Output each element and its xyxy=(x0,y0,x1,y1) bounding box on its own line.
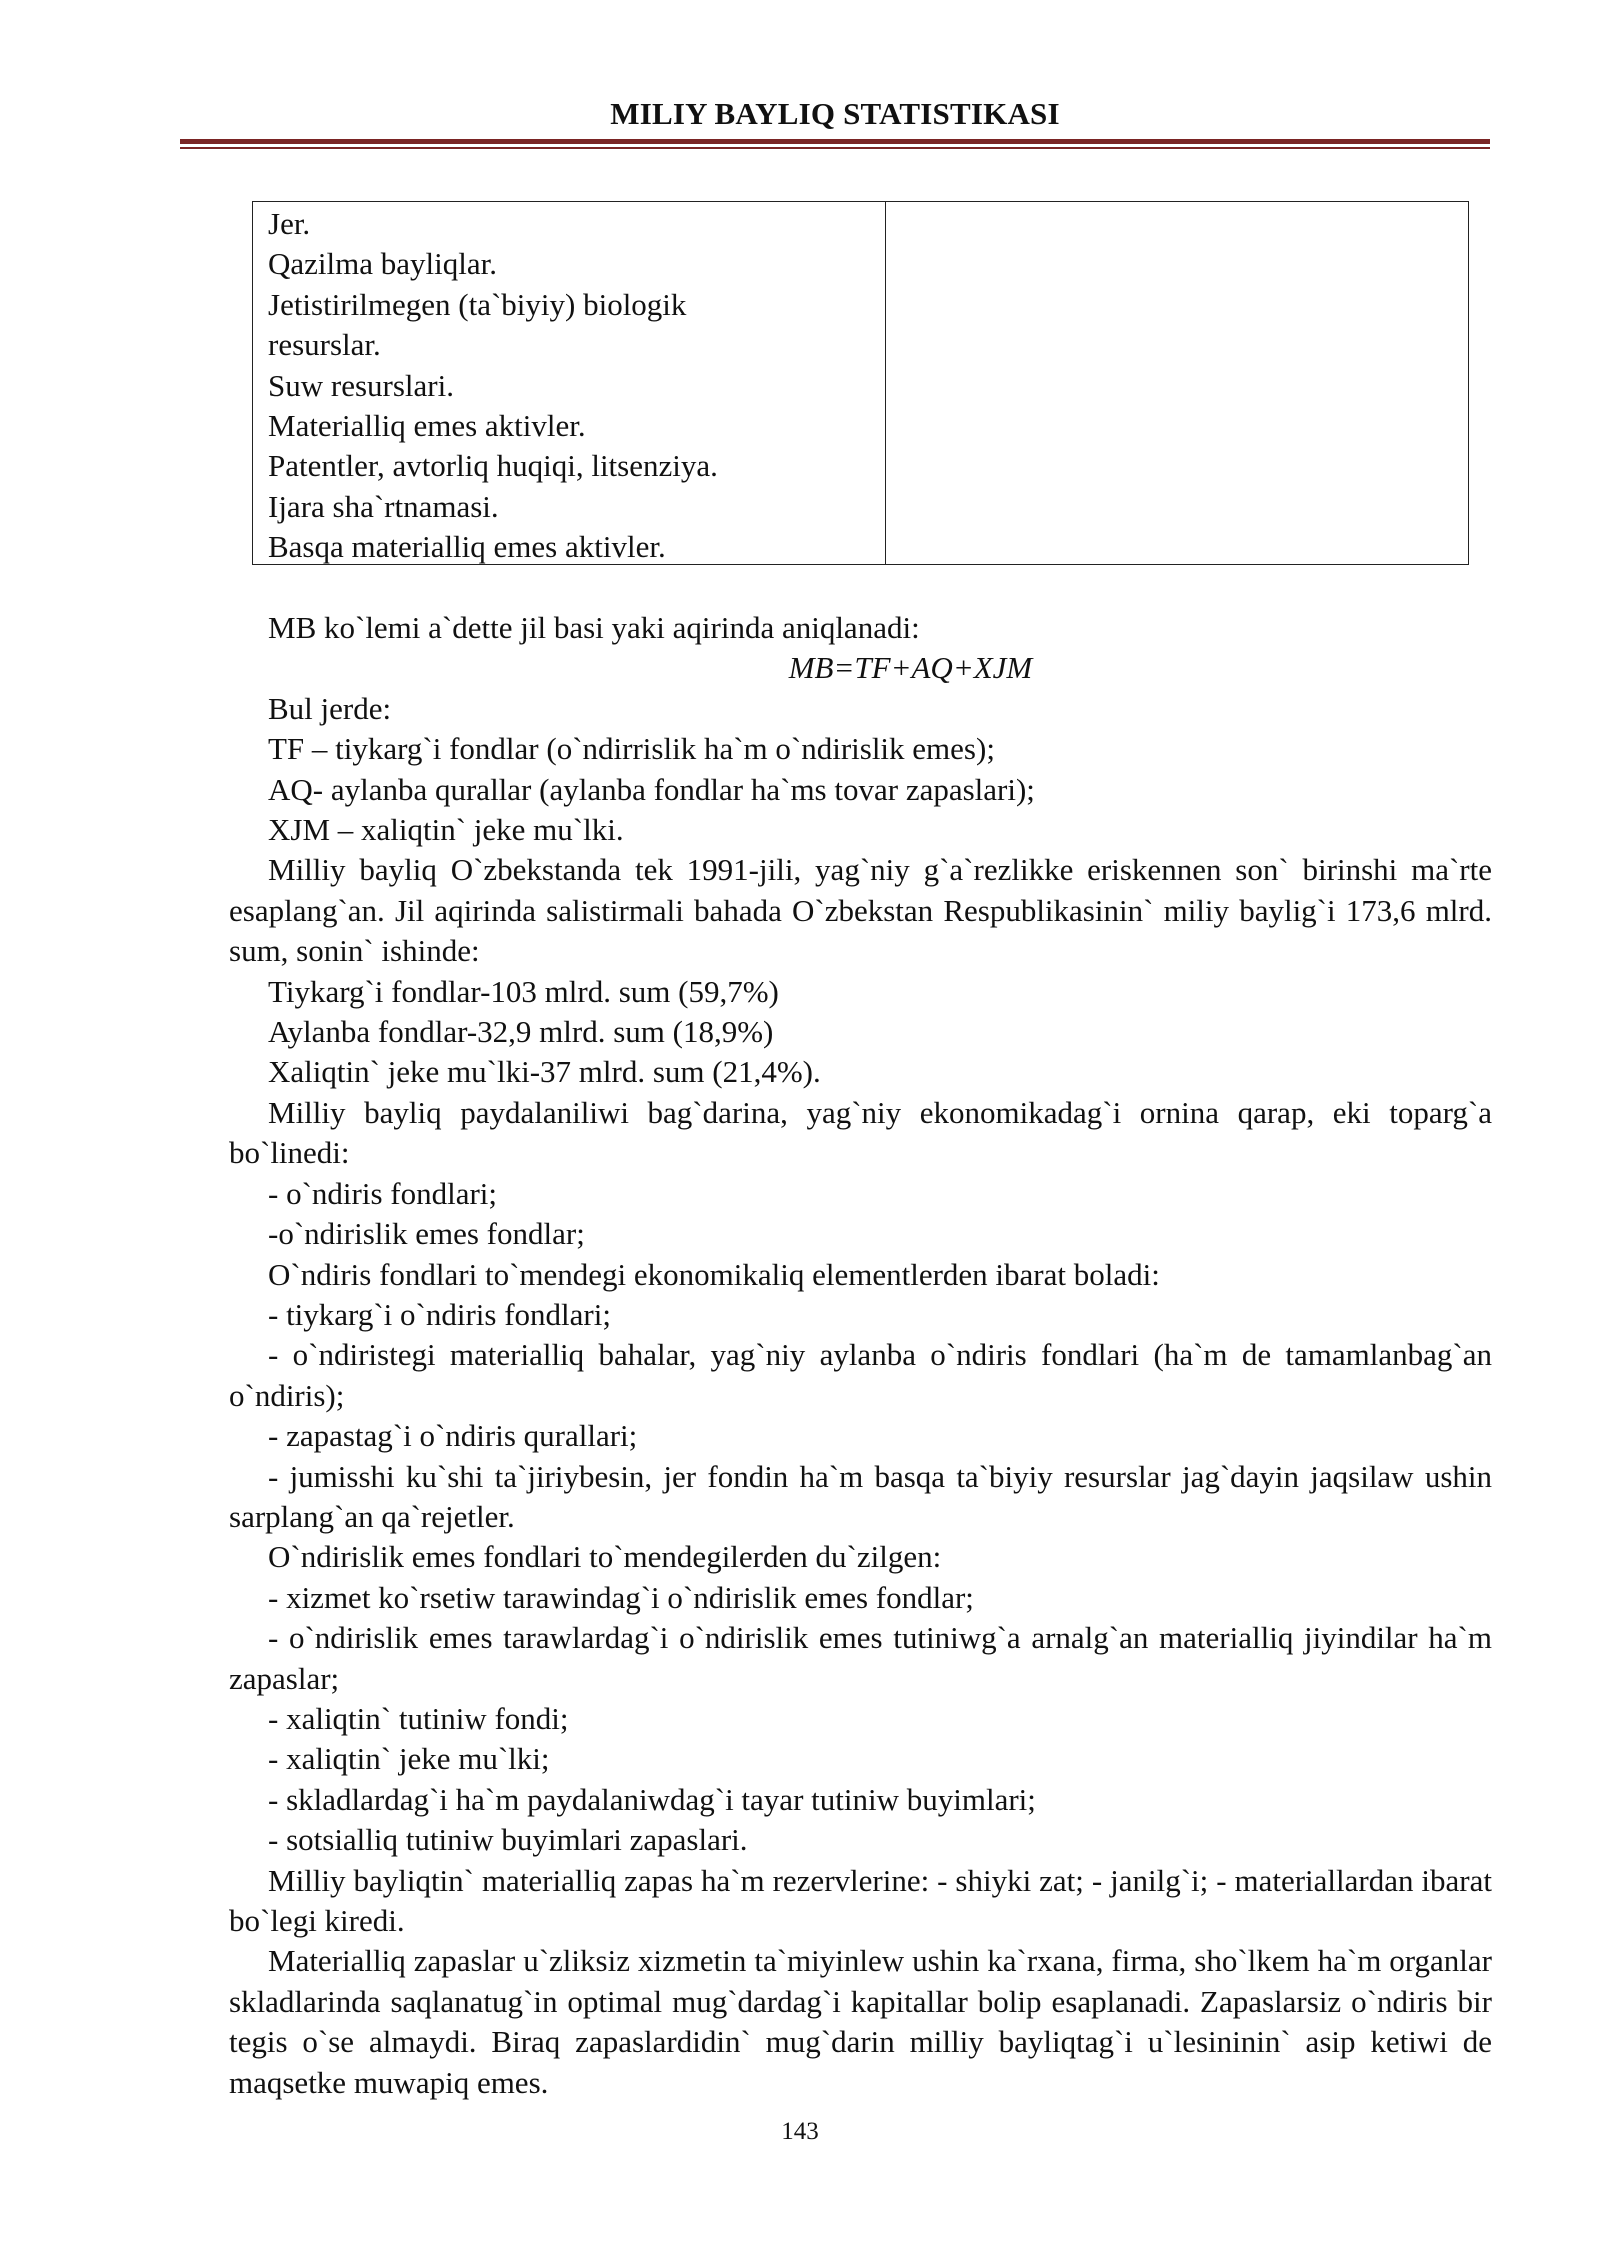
table-line: Jetistirilmegen (ta`biyiy) biologik xyxy=(268,286,687,322)
paragraph: Bul jerde: xyxy=(268,690,392,726)
page-header-title: MILIY BAYLIQ STATISTIKASI xyxy=(610,96,1060,131)
paragraph: - jumisshi ku`shi ta`jiriybesin, jer fondin ha`m basqa ta`biyiy resurslar jag`dayin jaqsilaw ushin sarplang`an qa`rejetler. xyxy=(229,1458,1492,1534)
paragraph: TF – tiykarg`i fondlar (o`ndirrislik ha`m o`ndirislik emes); xyxy=(268,731,995,767)
paragraph: - skladlardag`i ha`m paydalaniwdag`i tayar tutiniw buyimlari; xyxy=(268,1781,1036,1817)
paragraph: - tiykarg`i o`ndiris fondlari; xyxy=(268,1296,611,1332)
paragraph: O`ndirislik emes fondlari to`mendegilerden du`zilgen: xyxy=(268,1539,942,1575)
table-line: resurslar. xyxy=(268,327,381,363)
paragraph: Milliy bayliqtin` materialliq zapas ha`m rezervlerine: - shiyki zat; - janilg`i; - materiallardan ibarat bo`legi kiredi. xyxy=(229,1862,1492,1938)
paragraph: Milliy bayliq O`zbekstanda tek 1991-jili, yag`niy g`a`rezlikke eriskennen son` birinshi ma`rte esaplang`an. Jil aqirinda salistirmali bahada O`zbekstan Respublikasinin` miliy baylig`i 173,6 mlrd. sum, sonin` ishinde: xyxy=(229,852,1492,969)
header-rule-thin xyxy=(180,147,1490,149)
paragraph: Tiykarg`i fondlar-103 mlrd. sum (59,7%) xyxy=(268,973,779,1009)
header-rule-thick xyxy=(180,139,1490,144)
paragraph: AQ- aylanba qurallar (aylanba fondlar ha`ms tovar zapaslari); xyxy=(268,771,1035,807)
table-line: Materialliq emes aktivler. xyxy=(268,408,586,444)
paragraph: - o`ndirislik emes tarawlardag`i o`ndirislik emes tutiniwg`a arnalg`an materialliq jiyindilar ha`m zapaslar; xyxy=(229,1620,1492,1696)
paragraph: MB ko`lemi a`dette jil basi yaki aqirinda aniqlanadi: xyxy=(268,610,920,645)
table-line: Ijara sha`rtnamasi. xyxy=(268,488,499,524)
asset-table xyxy=(252,201,1469,565)
paragraph: - xaliqtin` jeke mu`lki; xyxy=(268,1741,550,1777)
paragraph: XJM – xaliqtin` jeke mu`lki. xyxy=(268,812,624,848)
table-line: Qazilma bayliqlar. xyxy=(268,246,497,282)
page-number: 143 xyxy=(781,2118,819,2145)
paragraph: - xaliqtin` tutiniw fondi; xyxy=(268,1700,569,1736)
table-line: Patentler, avtorliq huqiqi, litsenziya. xyxy=(268,448,718,484)
paragraph: - o`ndiristegi materialliq bahalar, yag`niy aylanba o`ndiris fondlari (ha`m de tamamlanbag`an o`ndiris); xyxy=(229,1337,1492,1413)
table-cell-left xyxy=(268,204,868,568)
body-text xyxy=(229,608,1492,2103)
paragraph: Aylanba fondlar-32,9 mlrd. sum (18,9%) xyxy=(268,1014,774,1050)
paragraph: Xaliqtin` jeke mu`lki-37 mlrd. sum (21,4%). xyxy=(268,1054,821,1090)
paragraph: - o`ndiris fondlari; xyxy=(268,1175,498,1211)
paragraph: Materialliq zapaslar u`zliksiz xizmetin ta`miyinlew ushin ka`rxana, firma, sho`lkem ha`m organlar skladlarinda saqlanatug`in optimal mug`dardag`i kapitallar bolip esaplanadi. Zapaslarsiz o`ndiris bir tegis o`se almaydi. Biraq zapaslardidin` mug`darin milliy bayliqtag`i u`lesininin` asip ketiwi de maqsetke muwapiq emes. xyxy=(229,1943,1492,2100)
paragraph: - xizmet ko`rsetiw tarawindag`i o`ndirislik emes fondlar; xyxy=(268,1579,974,1615)
table-column-divider xyxy=(885,202,886,564)
paragraph: -o`ndirislik emes fondlar; xyxy=(268,1216,585,1252)
paragraph: - sotsialliq tutiniw buyimlari zapaslari. xyxy=(268,1822,748,1858)
paragraph: Milliy bayliq paydalaniliwi bag`darina, yag`niy ekonomikadag`i ornina qarap, eki toparg`a bo`linedi: xyxy=(229,1094,1492,1171)
formula: MB=TF+AQ+XJM xyxy=(788,650,1033,686)
table-cell-right xyxy=(893,204,1460,562)
table-line: Jer. xyxy=(268,206,311,241)
paragraph: - zapastag`i o`ndiris qurallari; xyxy=(268,1418,638,1454)
table-line: Suw resurslari. xyxy=(268,367,454,403)
paragraph: O`ndiris fondlari to`mendegi ekonomikaliq elementlerden ibarat boladi: xyxy=(268,1256,1160,1292)
table-line: Basqa materialliq emes aktivler. xyxy=(268,529,666,565)
